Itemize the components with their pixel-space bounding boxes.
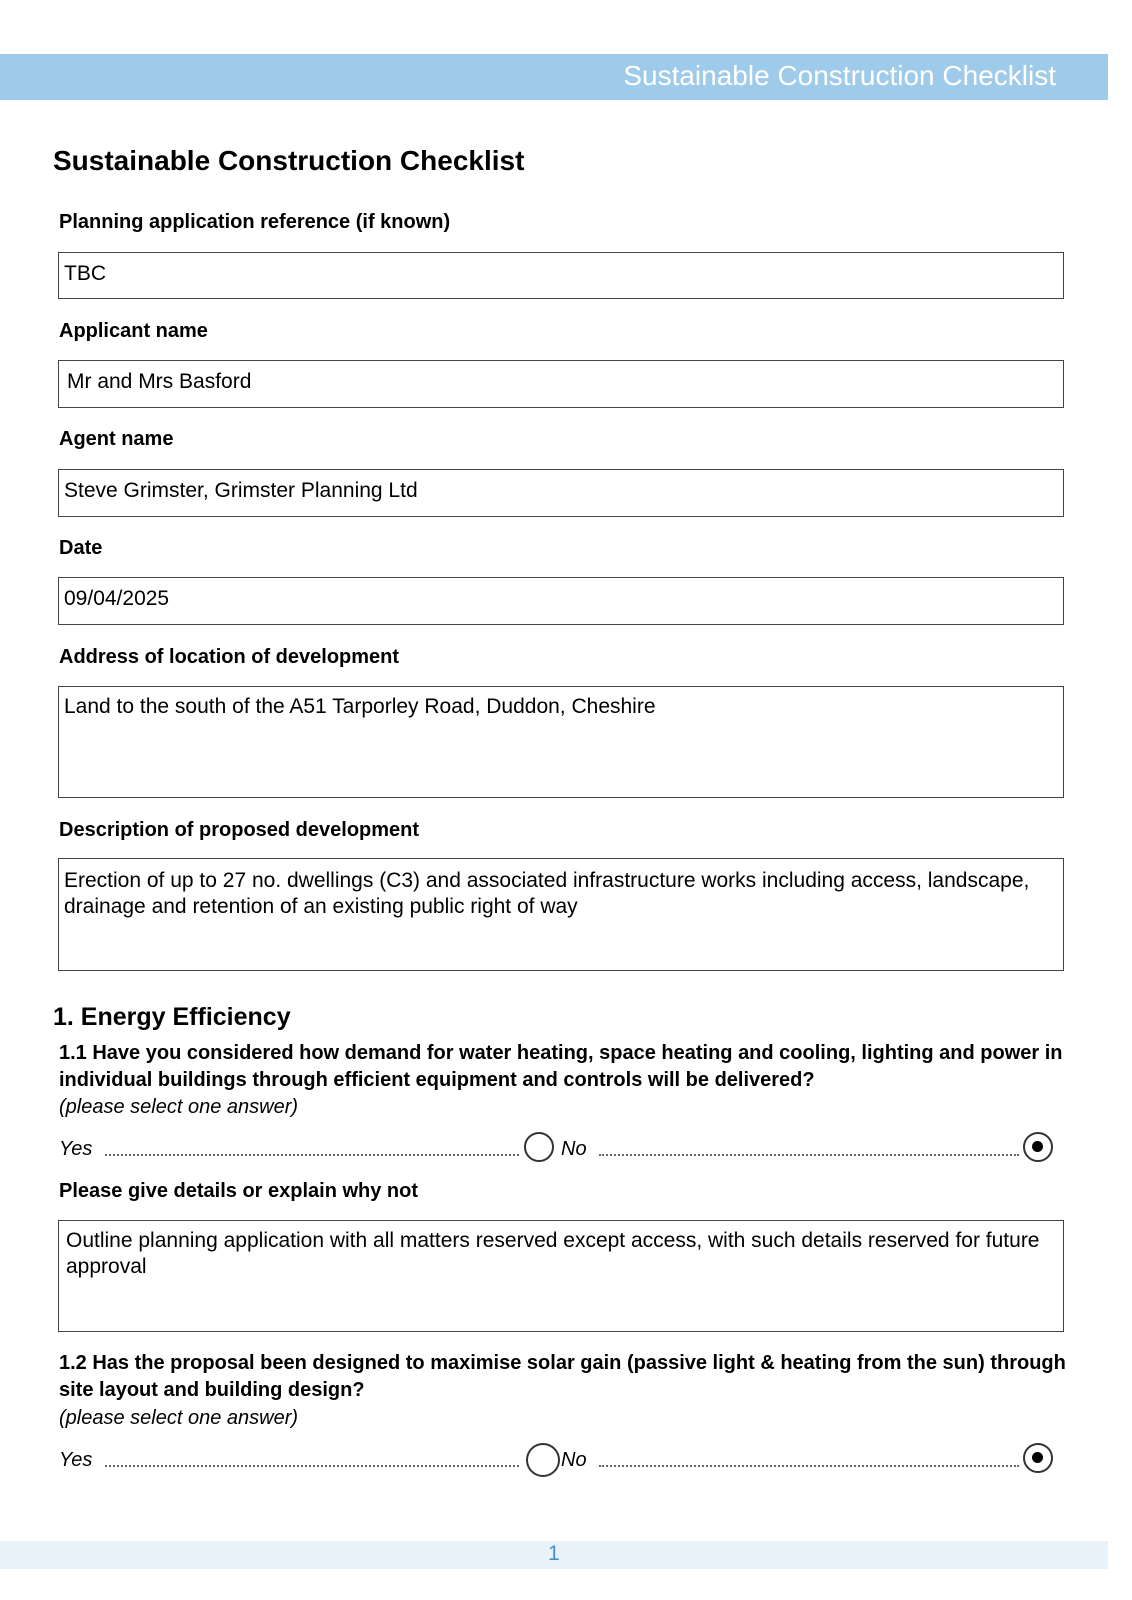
field-label: Address of location of development [59, 646, 400, 668]
field-label: Description of proposed development [59, 819, 420, 841]
address-field[interactable]: Land to the south of the A51 Tarporley Road, Duddon, Cheshire [58, 686, 1064, 798]
dot-leader [105, 1154, 519, 1156]
yes-radio[interactable] [526, 1443, 560, 1477]
answer-row [59, 1443, 1059, 1479]
dot-leader [599, 1154, 1019, 1156]
header-band [0, 54, 1108, 100]
section-heading: 1. Energy Efficiency [53, 1003, 291, 1031]
dot-leader [105, 1465, 519, 1467]
yes-label: Yes [59, 1138, 93, 1160]
applicant-name-field[interactable]: Mr and Mrs Basford [58, 360, 1064, 408]
description-field[interactable]: Erection of up to 27 no. dwellings (C3) and associated infrastructure works including access, landscape, drainage and retention of an existing public right of way [58, 858, 1064, 971]
no-label: No [561, 1449, 587, 1471]
field-label: Planning application reference (if known) [59, 211, 451, 233]
question-text: 1.2 Has the proposal been designed to maximise solar gain (passive light & heating from the sun) through site layout and building design? [59, 1352, 1066, 1401]
no-label: No [561, 1138, 587, 1160]
planning-reference-field[interactable]: TBC [58, 252, 1064, 299]
question-hint: (please select one answer) [59, 1407, 299, 1429]
details-label: Please give details or explain why not [59, 1180, 419, 1202]
no-radio-selected[interactable] [1023, 1132, 1053, 1162]
yes-label: Yes [59, 1449, 93, 1471]
page-title: Sustainable Construction Checklist [53, 145, 525, 176]
question-hint: (please select one answer) [59, 1096, 299, 1118]
field-label: Agent name [59, 428, 174, 450]
details-field[interactable]: Outline planning application with all matters reserved except access, with such details reserved for future approval [58, 1220, 1064, 1332]
dot-leader [599, 1465, 1019, 1467]
agent-name-field[interactable]: Steve Grimster, Grimster Planning Ltd [58, 469, 1064, 517]
header-title: Sustainable Construction Checklist [623, 60, 1056, 91]
field-label: Date [59, 537, 103, 559]
answer-row [59, 1132, 1059, 1168]
footer-band [0, 1541, 1108, 1569]
no-radio-selected[interactable] [1023, 1443, 1053, 1473]
field-label: Applicant name [59, 320, 208, 342]
date-field[interactable]: 09/04/2025 [58, 577, 1064, 625]
yes-radio[interactable] [524, 1132, 554, 1162]
page-number: 1 [548, 1542, 560, 1565]
question-text: 1.1 Have you considered how demand for water heating, space heating and cooling, lighting and power in individual buildings through efficient equipment and controls will be delivered? [59, 1042, 1063, 1091]
